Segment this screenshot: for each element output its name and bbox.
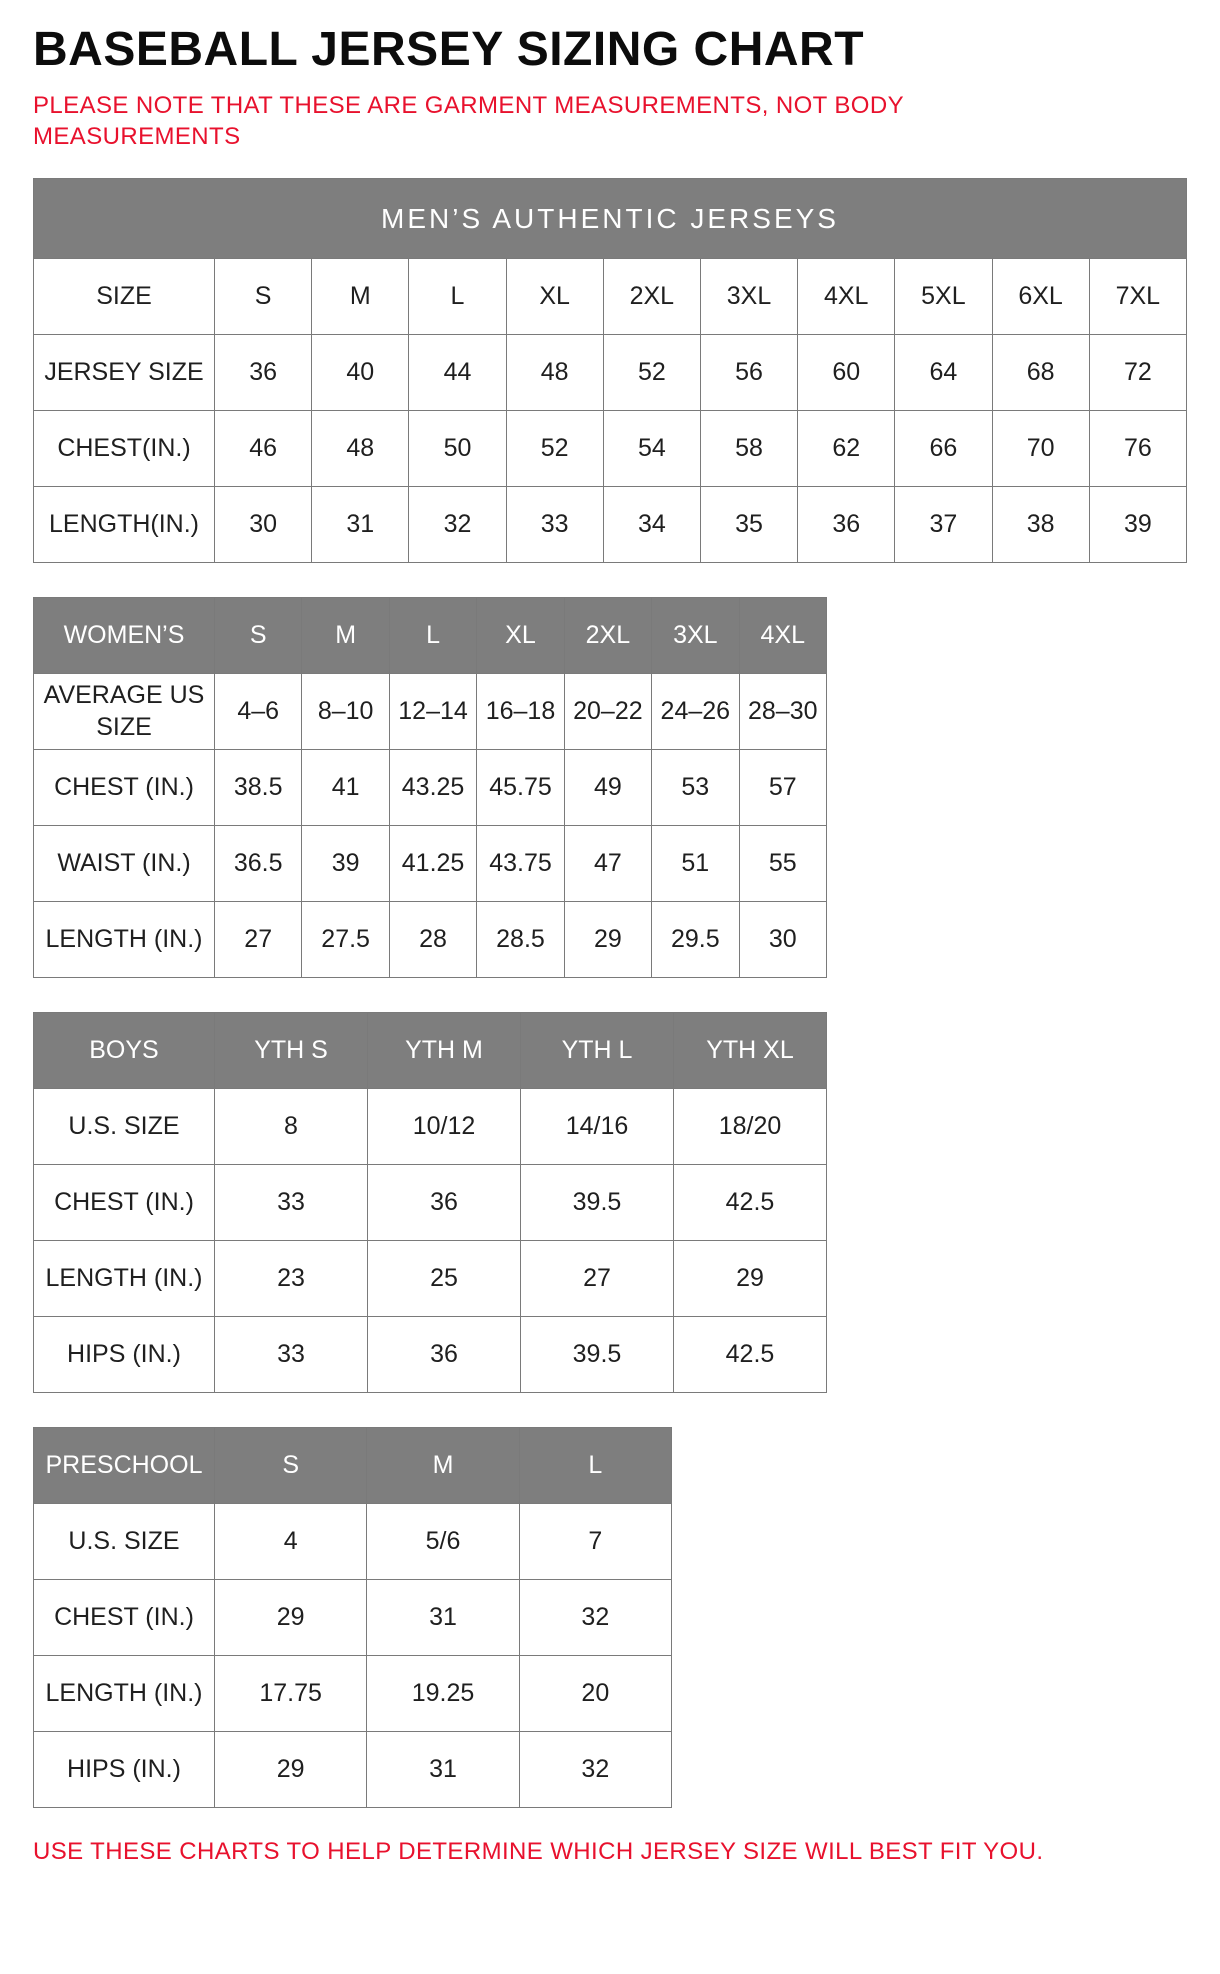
column-header: 7XL: [1089, 259, 1186, 335]
table-cell: 33: [506, 487, 603, 563]
table-cell: 8–10: [302, 674, 389, 750]
table-cell: 33: [215, 1317, 368, 1393]
table-cell: 49: [564, 750, 651, 826]
table-row: [34, 1241, 827, 1317]
table-cell: 28.5: [477, 902, 564, 978]
table-cell: 52: [603, 335, 700, 411]
table-cell: 76: [1089, 411, 1186, 487]
table-cell: 30: [739, 902, 826, 978]
row-label: HIPS (IN.): [34, 1732, 215, 1808]
table-cell: 60: [798, 335, 895, 411]
table-cell: 44: [409, 335, 506, 411]
table-cell: 52: [506, 411, 603, 487]
table-cell: 19.25: [367, 1656, 519, 1732]
table-cell: 17.75: [215, 1656, 367, 1732]
table-cell: 31: [367, 1580, 519, 1656]
table-cell: 39.5: [521, 1165, 674, 1241]
row-label-header: SIZE: [34, 259, 215, 335]
row-label: CHEST (IN.): [34, 1165, 215, 1241]
row-label: U.S. SIZE: [34, 1504, 215, 1580]
column-header: S: [215, 598, 302, 674]
table-cell: 34: [603, 487, 700, 563]
row-label: LENGTH (IN.): [34, 902, 215, 978]
table-row: [34, 902, 827, 978]
table-cell: 64: [895, 335, 992, 411]
column-header: XL: [477, 598, 564, 674]
row-label-header: PRESCHOOL: [34, 1428, 215, 1504]
row-label: CHEST (IN.): [34, 750, 215, 826]
table-cell: 24–26: [652, 674, 739, 750]
column-header: 3XL: [652, 598, 739, 674]
table-row: [34, 487, 1187, 563]
table-row: [34, 750, 827, 826]
table-cell: 47: [564, 826, 651, 902]
column-header: M: [367, 1428, 519, 1504]
table-preschool: [33, 1427, 672, 1808]
column-header: XL: [506, 259, 603, 335]
column-header: L: [389, 598, 476, 674]
row-label: WAIST (IN.): [34, 826, 215, 902]
table-cell: 38: [992, 487, 1089, 563]
table-cell: 40: [312, 335, 409, 411]
table-banner: MEN’S AUTHENTIC JERSEYS: [34, 179, 1187, 259]
table-cell: 43.25: [389, 750, 476, 826]
table-cell: 50: [409, 411, 506, 487]
column-header: M: [302, 598, 389, 674]
table-header-row: [34, 259, 1187, 335]
column-header: 2XL: [564, 598, 651, 674]
table-cell: 70: [992, 411, 1089, 487]
table-boys: [33, 1012, 827, 1393]
table-cell: 51: [652, 826, 739, 902]
table-cell: 36: [368, 1317, 521, 1393]
table-cell: 4: [215, 1504, 367, 1580]
table-row: [34, 411, 1187, 487]
row-label: AVERAGE US SIZE: [34, 674, 215, 750]
table-womens: [33, 597, 827, 978]
table-cell: 68: [992, 335, 1089, 411]
table-cell: 28–30: [739, 674, 826, 750]
column-header: L: [519, 1428, 671, 1504]
table-row: [34, 1165, 827, 1241]
table-row: [34, 1089, 827, 1165]
table-cell: 29: [215, 1732, 367, 1808]
table-cell: 7: [519, 1504, 671, 1580]
table-cell: 32: [519, 1732, 671, 1808]
table-row: [34, 1317, 827, 1393]
table-cell: 42.5: [674, 1165, 827, 1241]
table-row: [34, 826, 827, 902]
table-row: [34, 1732, 672, 1808]
column-header: L: [409, 259, 506, 335]
table-cell: 8: [215, 1089, 368, 1165]
table-cell: 48: [312, 411, 409, 487]
table-cell: 53: [652, 750, 739, 826]
table-cell: 32: [409, 487, 506, 563]
column-header: 5XL: [895, 259, 992, 335]
table-cell: 12–14: [389, 674, 476, 750]
column-header: YTH L: [521, 1013, 674, 1089]
column-header: 4XL: [798, 259, 895, 335]
table-header-row: [34, 1013, 827, 1089]
table-cell: 35: [700, 487, 797, 563]
table-cell: 16–18: [477, 674, 564, 750]
column-header: YTH XL: [674, 1013, 827, 1089]
table-cell: 29: [564, 902, 651, 978]
column-header: S: [215, 259, 312, 335]
table-cell: 54: [603, 411, 700, 487]
row-label: U.S. SIZE: [34, 1089, 215, 1165]
table-banner-row: [34, 179, 1187, 259]
table-cell: 36: [798, 487, 895, 563]
column-header: 4XL: [739, 598, 826, 674]
column-header: 2XL: [603, 259, 700, 335]
table-cell: 4–6: [215, 674, 302, 750]
table-cell: 66: [895, 411, 992, 487]
table-cell: 29: [215, 1580, 367, 1656]
table-cell: 55: [739, 826, 826, 902]
table-cell: 41: [302, 750, 389, 826]
table-cell: 56: [700, 335, 797, 411]
table-cell: 25: [368, 1241, 521, 1317]
row-label: LENGTH (IN.): [34, 1656, 215, 1732]
table-row: [34, 335, 1187, 411]
table-cell: 39.5: [521, 1317, 674, 1393]
row-label: LENGTH(IN.): [34, 487, 215, 563]
table-cell: 36.5: [215, 826, 302, 902]
table-cell: 31: [367, 1732, 519, 1808]
column-header: 6XL: [992, 259, 1089, 335]
garment-measurement-note: PLEASE NOTE THAT THESE ARE GARMENT MEASUREMENTS, NOT BODY MEASUREMENTS: [33, 91, 904, 150]
table-cell: 39: [1089, 487, 1186, 563]
column-header: M: [312, 259, 409, 335]
footer-note: USE THESE CHARTS TO HELP DETERMINE WHICH JERSEY SIZE WILL BEST FIT YOU.: [33, 1838, 1044, 1866]
row-label: CHEST(IN.): [34, 411, 215, 487]
table-cell: 46: [215, 411, 312, 487]
table-header-row: [34, 598, 827, 674]
table-cell: 43.75: [477, 826, 564, 902]
row-label: JERSEY SIZE: [34, 335, 215, 411]
page-title: BASEBALL JERSEY SIZING CHART: [33, 23, 865, 76]
table-header-row: [34, 1428, 672, 1504]
table-cell: 23: [215, 1241, 368, 1317]
column-header: 3XL: [700, 259, 797, 335]
column-header: S: [215, 1428, 367, 1504]
table-cell: 10/12: [368, 1089, 521, 1165]
table-cell: 29.5: [652, 902, 739, 978]
table-cell: 20: [519, 1656, 671, 1732]
table-row: [34, 1656, 672, 1732]
table-row: [34, 1504, 672, 1580]
table-cell: 62: [798, 411, 895, 487]
table-cell: 36: [368, 1165, 521, 1241]
row-label-header: BOYS: [34, 1013, 215, 1089]
row-label: LENGTH (IN.): [34, 1241, 215, 1317]
table-cell: 31: [312, 487, 409, 563]
table-cell: 36: [215, 335, 312, 411]
table-cell: 32: [519, 1580, 671, 1656]
row-label-header: WOMEN’S: [34, 598, 215, 674]
table-cell: 33: [215, 1165, 368, 1241]
table-cell: 39: [302, 826, 389, 902]
column-header: YTH M: [368, 1013, 521, 1089]
table-cell: 27: [521, 1241, 674, 1317]
table-cell: 14/16: [521, 1089, 674, 1165]
table-cell: 42.5: [674, 1317, 827, 1393]
table-cell: 48: [506, 335, 603, 411]
table-cell: 30: [215, 487, 312, 563]
table-cell: 18/20: [674, 1089, 827, 1165]
table-cell: 5/6: [367, 1504, 519, 1580]
table-cell: 20–22: [564, 674, 651, 750]
table-cell: 38.5: [215, 750, 302, 826]
table-row: [34, 674, 827, 750]
table-cell: 41.25: [389, 826, 476, 902]
table-cell: 27.5: [302, 902, 389, 978]
row-label: HIPS (IN.): [34, 1317, 215, 1393]
table-cell: 57: [739, 750, 826, 826]
table-cell: 29: [674, 1241, 827, 1317]
table-cell: 27: [215, 902, 302, 978]
row-label: CHEST (IN.): [34, 1580, 215, 1656]
column-header: YTH S: [215, 1013, 368, 1089]
table-cell: 58: [700, 411, 797, 487]
table-cell: 37: [895, 487, 992, 563]
table-cell: 28: [389, 902, 476, 978]
table-cell: 45.75: [477, 750, 564, 826]
table-row: [34, 1580, 672, 1656]
table-cell: 72: [1089, 335, 1186, 411]
table-mens-authentic-jerseys: [33, 178, 1187, 563]
